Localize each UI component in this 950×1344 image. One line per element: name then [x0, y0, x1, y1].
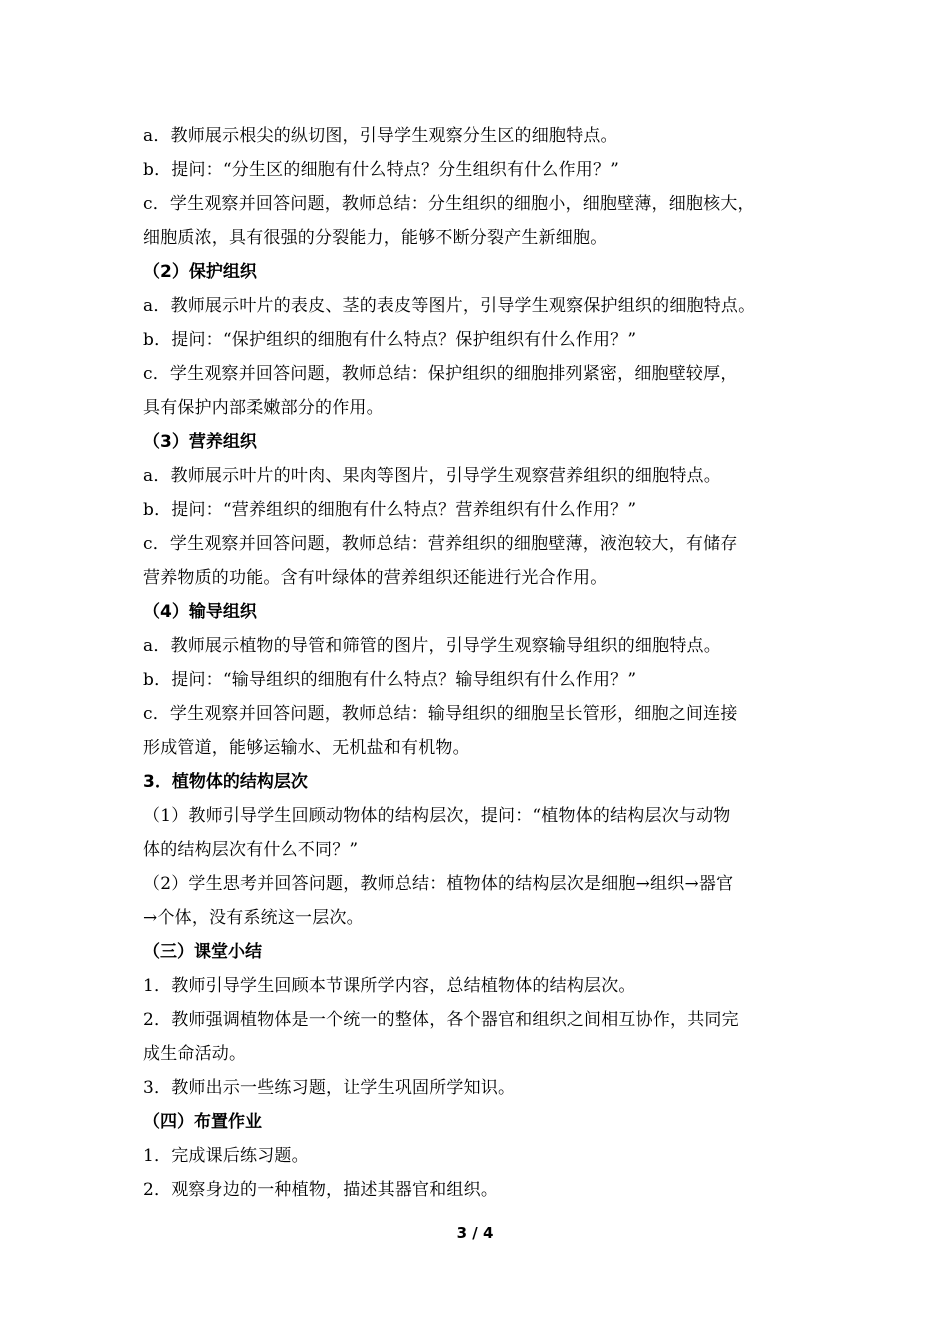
paragraph-line: b．提问：“分生区的细胞有什么特点？分生组织有什么作用？”: [143, 160, 620, 180]
paragraph-line: b．提问：“营养组织的细胞有什么特点？营养组织有什么作用？”: [143, 500, 637, 520]
page-number: 3 / 4: [456, 1224, 494, 1242]
paragraph-line: c．学生观察并回答问题，教师总结：输导组织的细胞呈长管形，细胞之间连接: [143, 704, 738, 724]
paragraph-line: 体的结构层次有什么不同？”: [143, 840, 359, 860]
section-heading: （2）保护组织: [143, 262, 257, 282]
paragraph-line: c．学生观察并回答问题，教师总结：保护组织的细胞排列紧密，细胞壁较厚，: [143, 364, 738, 384]
paragraph-line: 形成管道，能够运输水、无机盐和有机物。: [143, 738, 470, 758]
paragraph-line: a．教师展示叶片的叶肉、果肉等图片，引导学生观察营养组织的细胞特点。: [143, 466, 721, 486]
paragraph-line: 具有保护内部柔嫩部分的作用。: [143, 398, 384, 418]
paragraph-line: 细胞质浓，具有很强的分裂能力，能够不断分裂产生新细胞。: [143, 228, 608, 248]
paragraph-line: b．提问：“保护组织的细胞有什么特点？保护组织有什么作用？”: [143, 330, 637, 350]
paragraph-line: 2．观察身边的一种植物，描述其器官和组织。: [143, 1180, 499, 1200]
paragraph-line: a．教师展示根尖的纵切图，引导学生观察分生区的细胞特点。: [143, 126, 618, 146]
paragraph-line: （1）教师引导学生回顾动物体的结构层次，提问：“植物体的结构层次与动物: [143, 806, 731, 826]
paragraph-line: 营养物质的功能。含有叶绿体的营养组织还能进行光合作用。: [143, 568, 608, 588]
paragraph-line: a．教师展示植物的导管和筛管的图片，引导学生观察输导组织的细胞特点。: [143, 636, 721, 656]
section-heading: （三）课堂小结: [143, 942, 262, 962]
paragraph-line: 1．教师引导学生回顾本节课所学内容，总结植物体的结构层次。: [143, 976, 636, 996]
section-heading: （3）营养组织: [143, 432, 257, 452]
paragraph-line: 3．教师出示一些练习题，让学生巩固所学知识。: [143, 1078, 516, 1098]
paragraph-line: c．学生观察并回答问题，教师总结：分生组织的细胞小，细胞壁薄，细胞核大，: [143, 194, 755, 214]
paragraph-line: c．学生观察并回答问题，教师总结：营养组织的细胞壁薄，液泡较大，有储存: [143, 534, 738, 554]
paragraph-line: （2）学生思考并回答问题，教师总结：植物体的结构层次是细胞→组织→器官: [143, 874, 734, 894]
paragraph-line: 1．完成课后练习题。: [143, 1146, 309, 1166]
paragraph-line: →个体，没有系统这一层次。: [143, 908, 364, 928]
paragraph-line: a．教师展示叶片的表皮、茎的表皮等图片，引导学生观察保护组织的细胞特点。: [143, 296, 756, 316]
paragraph-line: 成生命活动。: [143, 1044, 247, 1064]
paragraph-line: 2．教师强调植物体是一个统一的整体，各个器官和组织之间相互协作，共同完: [143, 1010, 739, 1030]
section-heading: （四）布置作业: [143, 1112, 262, 1132]
section-heading: 3．植物体的结构层次: [143, 772, 308, 792]
paragraph-line: b．提问：“输导组织的细胞有什么特点？输导组织有什么作用？”: [143, 670, 637, 690]
section-heading: （4）输导组织: [143, 602, 257, 622]
document-body: [143, 119, 833, 1207]
